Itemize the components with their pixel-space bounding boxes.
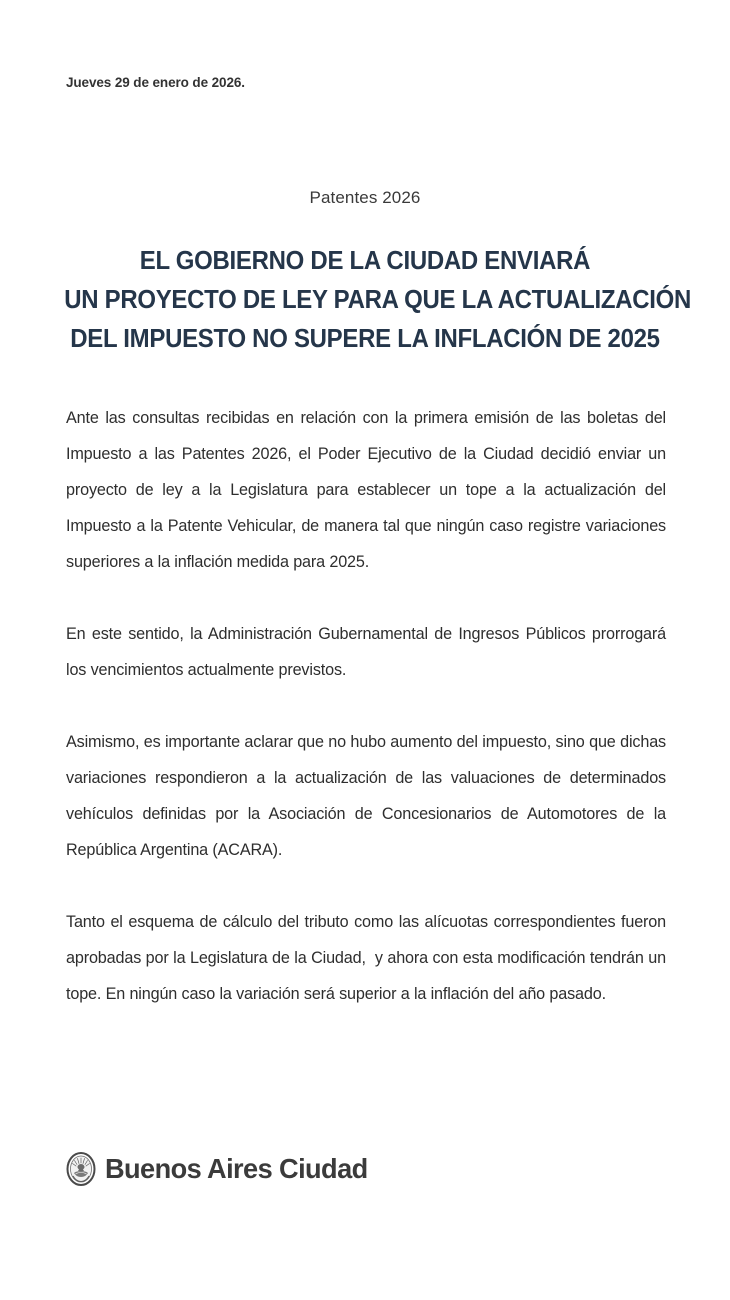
- paragraph-1: Ante las consultas recibidas en relación con la primera emisión de las boletas del Impuesto a las Patentes 2026, el Poder Ejecutivo de la Ciudad decidió enviar un proyecto de ley a la Legislatura para establecer un tope a la actualización del Impuesto a la Patente Vehicular, de manera tal que ningún caso registre variaciones superiores a la inflación medida para 2025.: [66, 409, 671, 571]
- page-title: [64, 242, 692, 359]
- publication-date: Jueves 29 de enero de 2026.: [66, 75, 245, 90]
- headline-line-3: DEL IMPUESTO NO SUPERE LA INFLACIÓN DE 2025: [70, 325, 660, 354]
- headline-line-1: EL GOBIERNO DE LA CIUDAD ENVIARÁ: [139, 247, 591, 276]
- headline-line-2: UN PROYECTO DE LEY PARA QUE LA ACTUALIZACIÓN: [64, 286, 692, 315]
- buenos-aires-coat-of-arms-icon: [66, 1152, 96, 1186]
- body-copy: [66, 400, 671, 1012]
- kicker-subject: Patentes 2026: [309, 188, 421, 207]
- buenos-aires-ciudad-logo: [66, 1152, 376, 1186]
- title-block: [45, 188, 692, 359]
- logo-wordmark: Buenos Aires Ciudad: [105, 1153, 368, 1184]
- paragraph-2: En este sentido, la Administración Gubernamental de Ingresos Públicos prorrogará los vencimientos actualmente previstos.: [66, 625, 671, 679]
- paragraph-4: Tanto el esquema de cálculo del tributo como las alícuotas correspondientes fueron aprobadas por la Legislatura de la Ciudad, y ahora con esta modificación tendrán un tope. En ningún caso la variación será superior a la inflación del año pasado.: [66, 913, 671, 1003]
- paragraph-3: Asimismo, es importante aclarar que no hubo aumento del impuesto, sino que dichas variaciones respondieron a la actualización de las valuaciones de determinados vehículos definidas por la Asociación de Concesionarios de Automotores de la República Argentina (ACARA).: [66, 733, 671, 859]
